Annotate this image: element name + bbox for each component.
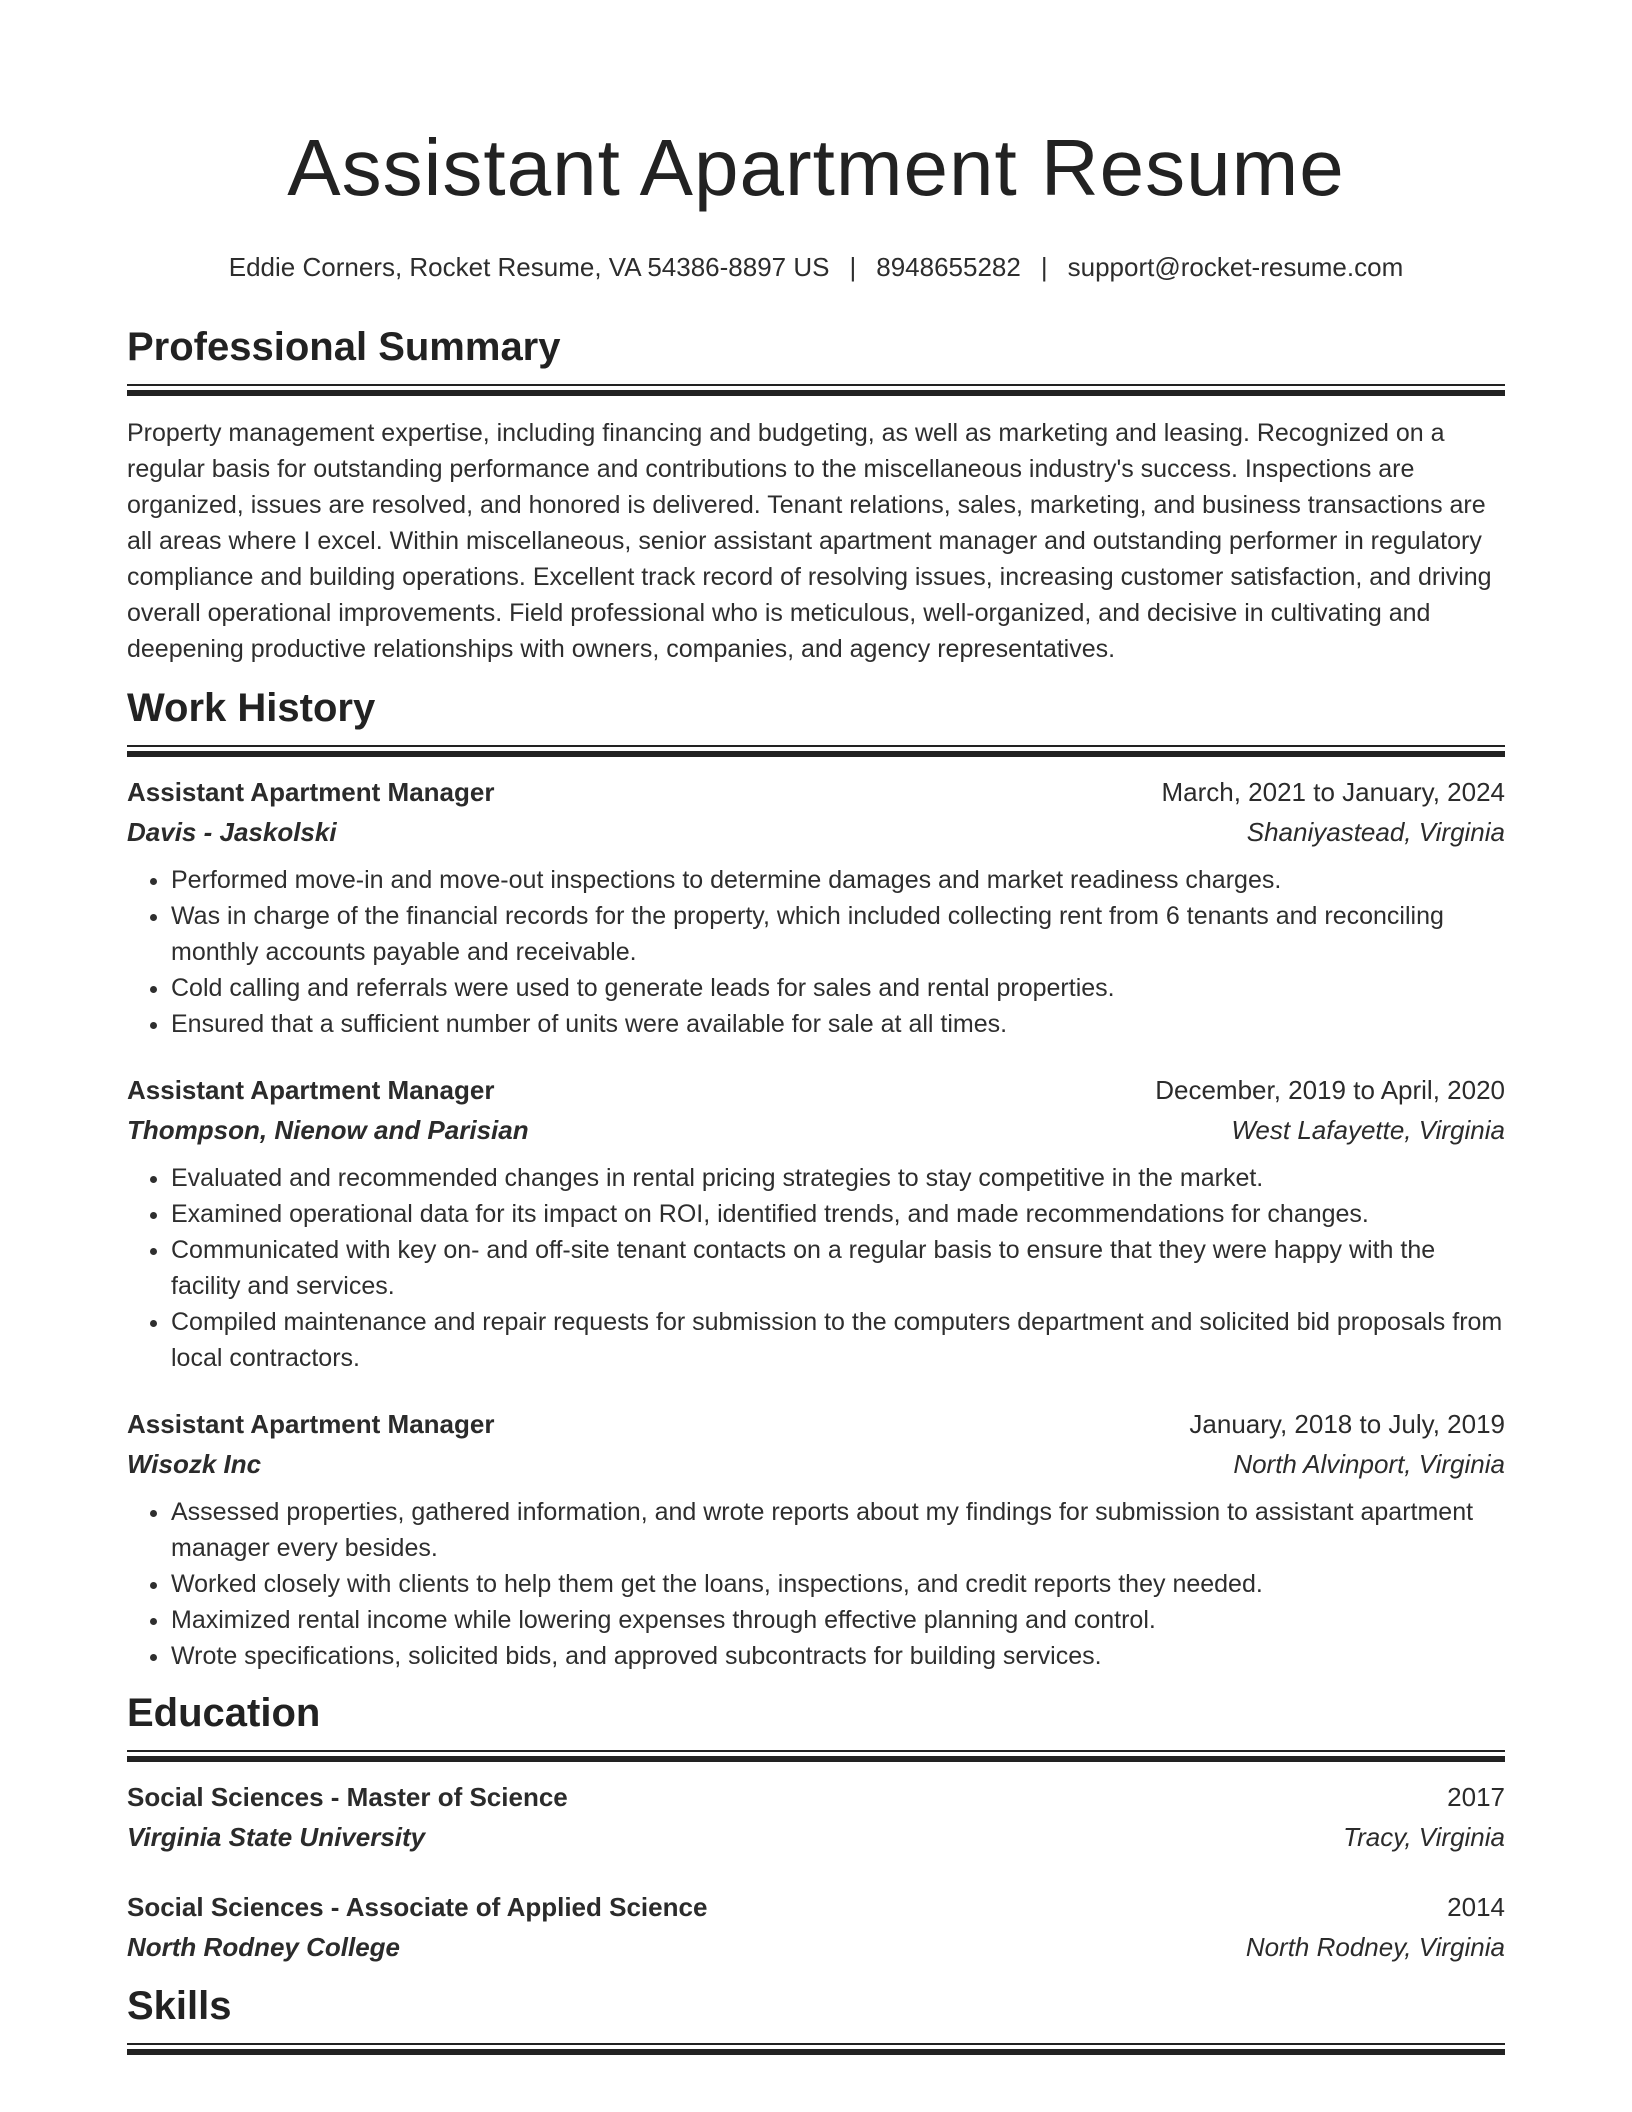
education-degree: Social Sciences - Associate of Applied Science [127, 1892, 708, 1922]
job-entry [127, 1070, 1505, 1376]
job-title: Assistant Apartment Manager [127, 1409, 495, 1439]
education-location: Tracy, Virginia [1343, 1822, 1505, 1852]
summary-section [127, 322, 1505, 667]
job-bullet: • Worked closely with clients to help them get the loans, inspections, and credit reports they needed. [171, 1566, 1505, 1602]
job-entry [127, 772, 1505, 1042]
education-entry [127, 1887, 1505, 1967]
job-header-row [127, 1070, 1505, 1110]
job-title: Assistant Apartment Manager [127, 777, 495, 807]
summary-text: Property management expertise, including financing and budgeting, as well as marketing and leasing. Recognized on a regular basis for outstanding performance and contributions to the miscellaneous industry's success. Inspections are organized, issues are resolved, and honored is delivered. Tenant relations, sales, marketing, and business transactions are all areas where I excel. Within miscellaneous, senior assistant apartment manager and outstanding performer in regulatory compliance and building operations. Excellent track record of resolving issues, increasing customer satisfaction, and driving overall operational improvements. Field professional who is meticulous, well-organized, and decisive in cultivating and deepening productive relationships with owners, companies, and agency representatives. [127, 419, 1492, 663]
job-bullets [127, 1160, 1505, 1376]
education-school: Virginia State University [127, 1822, 426, 1852]
job-bullet: • Compiled maintenance and repair requests for submission to the computers department and solicited bid proposals from local contractors. [171, 1304, 1505, 1376]
job-bullets [127, 1494, 1505, 1674]
education-school-row [127, 1817, 1505, 1857]
job-bullet: • Assessed properties, gathered information, and wrote reports about my findings for submission to assistant apartment manager every besides. [171, 1494, 1505, 1566]
education-entry [127, 1777, 1505, 1857]
section-divider [127, 745, 1505, 758]
job-bullet: • Maximized rental income while lowering expenses through effective planning and control. [171, 1602, 1505, 1638]
skills-section [127, 1981, 1505, 2056]
job-company-row [127, 1110, 1505, 1150]
section-divider [127, 1750, 1505, 1763]
contact-separator: | [849, 252, 857, 282]
job-bullet: • Was in charge of the financial records for the property, which included collecting rent from 6 tenants and reconciling monthly accounts payable and receivable. [171, 898, 1505, 970]
resume-title: Assistant Apartment Resume [287, 123, 1345, 212]
job-company: Davis - Jaskolski [127, 817, 337, 847]
work-history-section [127, 683, 1505, 1674]
job-bullet: • Evaluated and recommended changes in rental pricing strategies to stay competitive in the market. [171, 1160, 1505, 1196]
education-year: 2014 [1447, 1892, 1505, 1922]
job-bullet: • Examined operational data for its impact on ROI, identified trends, and made recommendations for changes. [171, 1196, 1505, 1232]
job-bullets [127, 862, 1505, 1042]
job-header-row [127, 772, 1505, 812]
education-location: North Rodney, Virginia [1245, 1932, 1505, 1962]
job-company-row [127, 812, 1505, 852]
education-degree-row [127, 1777, 1505, 1817]
section-heading-skills: Skills [127, 1984, 232, 2028]
job-entry [127, 1404, 1505, 1674]
job-company: Thompson, Nienow and Parisian [127, 1115, 529, 1145]
job-bullet: • Performed move-in and move-out inspections to determine damages and market readiness charges. [171, 862, 1505, 898]
job-bullet: • Wrote specifications, solicited bids, and approved subcontracts for building services. [171, 1638, 1505, 1674]
job-bullet: • Ensured that a sufficient number of units were available for sale at all times. [171, 1006, 1505, 1042]
section-divider [127, 384, 1505, 397]
job-company-row [127, 1444, 1505, 1484]
education-degree: Social Sciences - Master of Science [127, 1782, 568, 1812]
section-divider [127, 2043, 1505, 2056]
contact-address: Eddie Corners, Rocket Resume, VA 54386-8897 US [228, 252, 830, 282]
job-location: Shaniyastead, Virginia [1246, 817, 1505, 847]
contact-separator: | [1040, 252, 1048, 282]
job-location: West Lafayette, Virginia [1231, 1115, 1505, 1145]
education-school-row [127, 1927, 1505, 1967]
education-year: 2017 [1447, 1782, 1505, 1812]
job-header-row [127, 1404, 1505, 1444]
job-title: Assistant Apartment Manager [127, 1075, 495, 1105]
job-company: Wisozk Inc [127, 1449, 262, 1479]
section-heading-work-history: Work History [127, 686, 376, 730]
education-degree-row [127, 1887, 1505, 1927]
section-heading-education: Education [127, 1691, 321, 1735]
education-section [127, 1688, 1505, 1967]
section-heading-summary: Professional Summary [127, 325, 561, 369]
job-dates: March, 2021 to January, 2024 [1161, 777, 1505, 807]
job-dates: December, 2019 to April, 2020 [1155, 1075, 1505, 1105]
contact-email: support@rocket-resume.com [1067, 252, 1404, 282]
contact-phone: 8948655282 [876, 252, 1021, 282]
education-school: North Rodney College [127, 1932, 401, 1962]
job-location: North Alvinport, Virginia [1233, 1449, 1505, 1479]
contact-line [127, 250, 1505, 284]
job-dates: January, 2018 to July, 2019 [1189, 1409, 1505, 1439]
job-bullet: • Cold calling and referrals were used to generate leads for sales and rental properties. [171, 970, 1505, 1006]
job-bullet: • Communicated with key on- and off-site tenant contacts on a regular basis to ensure that they were happy with the facility and services. [171, 1232, 1505, 1304]
